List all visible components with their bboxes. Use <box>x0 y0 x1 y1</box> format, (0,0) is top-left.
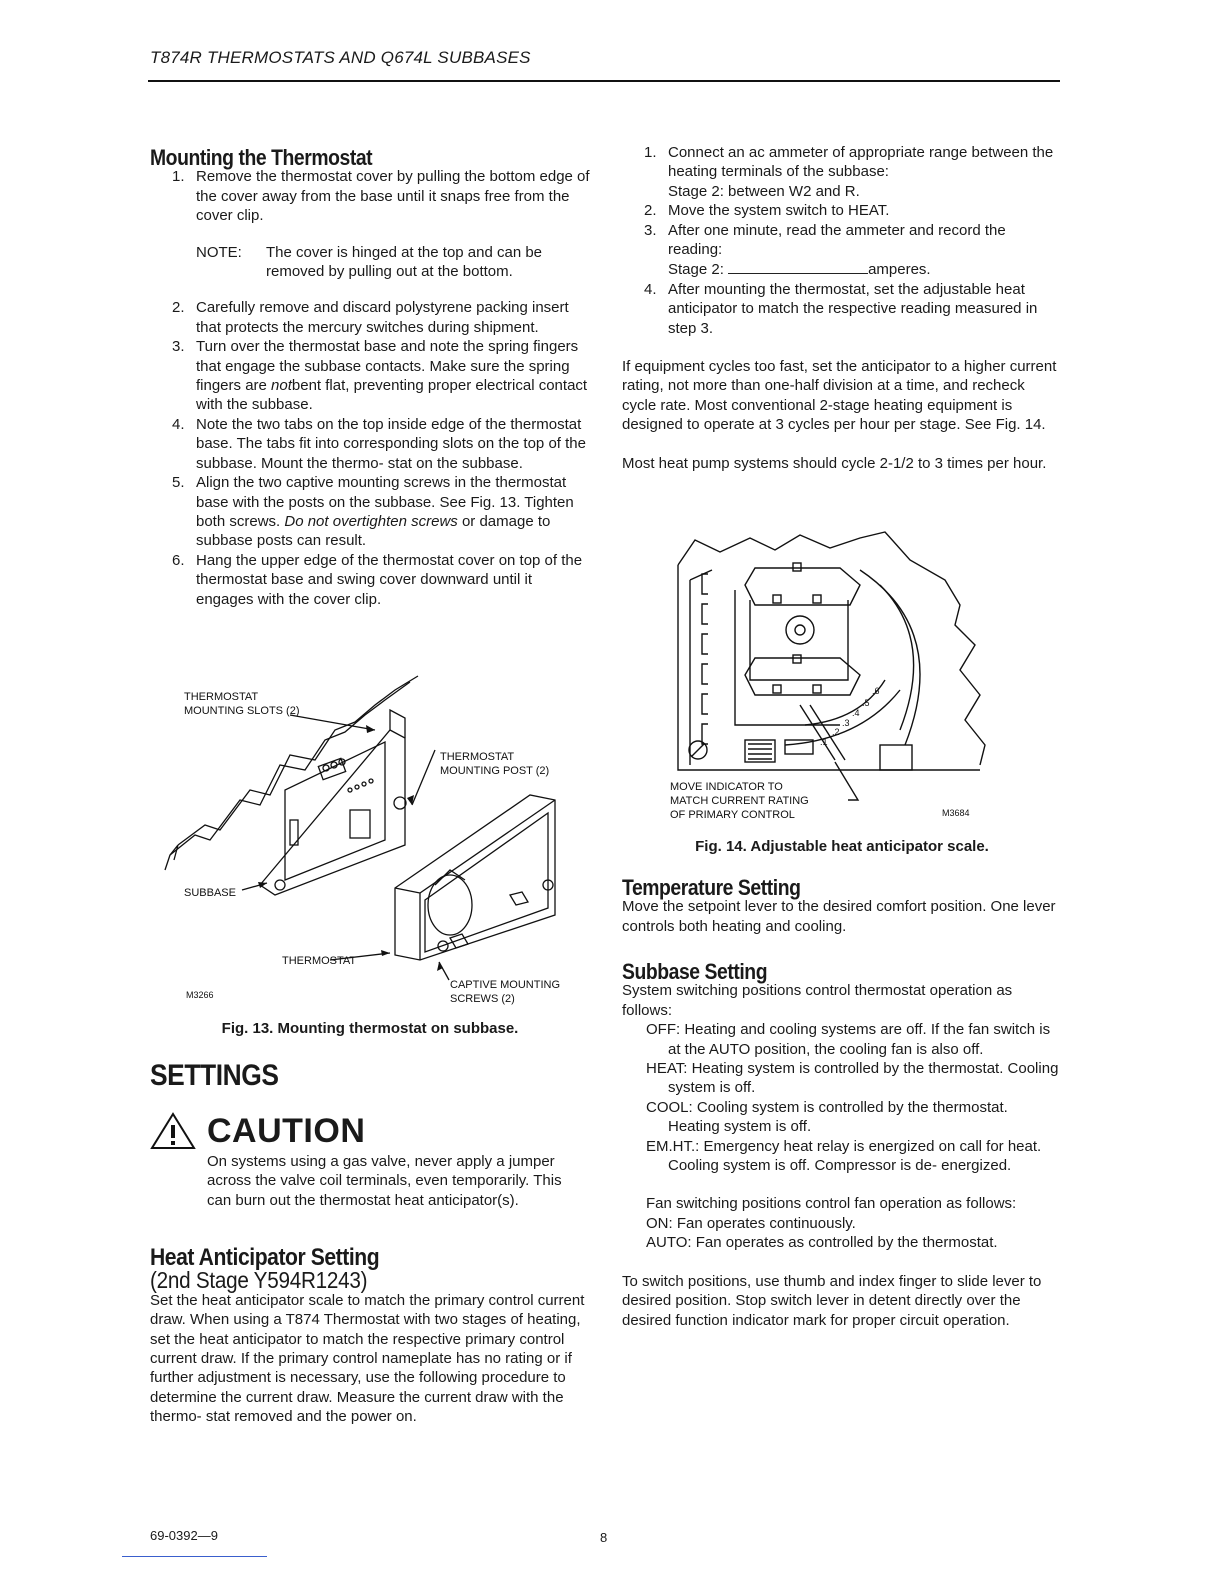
subbase-heat: HEAT: Heating system is controlled by the thermostat. Cooling system is off. <box>646 1060 1059 1097</box>
mounting-note <box>150 243 590 282</box>
mounting-step-1: 1. Remove the thermostat cover by pulling the bottom edge of the cover away from the base until it snaps free from the cover clip. <box>172 168 590 225</box>
svg-text:.6: .6 <box>872 686 880 696</box>
fan-on: ON: Fan operates continuously. <box>646 1214 856 1232</box>
fig13-label-captive-1: CAPTIVE MOUNTING <box>450 979 561 991</box>
mounting-step-3: 3. Turn over the thermostat base and note the spring fingers that engage the subbase contacts. Make sure the spring fingers are notbent flat, preventing proper electrical contact with the subbase. <box>172 338 588 414</box>
fig13-illustration <box>150 670 590 1020</box>
mounting-steps <box>150 167 590 225</box>
mounting-step-2: 2. Carefully remove and discard polystyrene packing insert that protects the mercury switches during shipment. <box>172 299 569 336</box>
fig13-label-captive-2: SCREWS (2) <box>450 993 515 1005</box>
temperature-body: Move the setpoint lever to the desired comfort position. One lever controls both heating and cooling. <box>622 898 1056 935</box>
subbase-emht: EM.HT.: Emergency heat relay is energized on call for heat. Cooling system is off. Compressor is de- energized. <box>646 1137 1042 1175</box>
procedure-step-3: 3. After one minute, read the ammeter and record the reading: Stage 2: amperes. <box>644 221 1006 279</box>
emphasis-overtighten: Do not overtighten screws <box>284 512 458 530</box>
fan-auto: AUTO: Fan operates as controlled by the thermostat. <box>646 1234 998 1252</box>
temperature-heading: Temperature Setting <box>622 875 801 900</box>
note-key: NOTE: <box>196 243 242 261</box>
subbase-cool: COOL: Cooling system is controlled by the thermostat. Heating system is off. <box>646 1098 1008 1136</box>
emphasis-not: not <box>271 377 292 395</box>
fig14-label-3: OF PRIMARY CONTROL <box>670 809 795 820</box>
mounting-step-5: 5. Align the two captive mounting screws in the thermostat base with the posts on the subbase. See Fig. 13. Tighten both screws. Do not overtighten screws or damage to subbase posts can result. <box>172 474 574 550</box>
fan-intro: Fan switching positions control fan operation as follows: <box>646 1195 1017 1213</box>
figure-13 <box>150 670 590 1020</box>
fig13-caption: Fig. 13. Mounting thermostat on subbase. <box>221 1020 519 1037</box>
reading-blank <box>728 259 868 274</box>
fig14-code: M3684 <box>942 808 970 818</box>
caution-icon <box>150 1112 196 1155</box>
fig13-label-subbase: SUBBASE <box>184 887 236 899</box>
heat-pump-paragraph: Most heat pump systems should cycle 2-1/2 to 3 times per hour. <box>622 454 1047 472</box>
mounting-heading: Mounting the Thermostat <box>150 145 373 170</box>
procedure-step-4: 4. After mounting the thermostat, set the adjustable heat anticipator to match the respective reading measured in step 3. <box>644 280 1038 337</box>
mounting-steps-cont <box>150 298 590 609</box>
svg-text:.4: .4 <box>852 708 860 718</box>
heat-anticipator-subheading: (2nd Stage Y594R1243) <box>150 1267 368 1294</box>
procedure-section <box>622 143 1062 473</box>
subbase-heading: Subbase Setting <box>622 959 768 984</box>
fig13-label-post-2: MOUNTING POST (2) <box>440 765 550 777</box>
fig14-label-1: MOVE INDICATOR TO <box>670 781 783 793</box>
subbase-section <box>622 959 1062 1330</box>
fig13-label-slots-2: MOUNTING SLOTS (2) <box>184 705 300 717</box>
svg-text:.1: .1 <box>820 737 828 747</box>
heat-anticipator-body: Set the heat anticipator scale to match the primary control current draw. When using a T874 Thermostat with two stages of heating, set the heat anticipator to match the respective primary control current draw. If the primary control nameplate has no rating or if further adjustment is necessary, use the following procedure to determine the current draw. Measure the current draw with the thermo- stat removed and the power on. <box>150 1291 585 1426</box>
temperature-section <box>622 875 1062 936</box>
mounting-step-6: 6. Hang the upper edge of the thermostat cover on top of the thermostat base and swing cover downward until it engages with the cover clip. <box>172 551 583 608</box>
mounting-step-4: 4. Note the two tabs on the top inside edge of the thermostat base. The tabs fit into corresponding slots on the top of the subbase. Mount the thermo- stat on the subbase. <box>172 415 586 472</box>
fig13-label-post-1: THERMOSTAT <box>440 751 515 763</box>
running-header: T874R THERMOSTATS AND Q674L SUBBASES <box>150 48 531 67</box>
fig13-label-thermostat: THERMOSTAT <box>282 955 357 967</box>
header-rule <box>148 80 1060 82</box>
doc-number: 69-0392—9 <box>150 1528 218 1543</box>
heat-anticipator-section <box>150 1244 590 1427</box>
settings-heading: SETTINGS <box>150 1059 279 1092</box>
fig14-label-2: MATCH CURRENT RATING <box>670 795 809 807</box>
footer-link-underline <box>122 1556 267 1557</box>
procedure-step-1: 1. Connect an ac ammeter of appropriate range between the heating terminals of the subbase: Stage 2: between W2 and R. <box>644 144 1054 200</box>
fig14-caption: Fig. 14. Adjustable heat anticipator scale. <box>695 838 989 855</box>
fig13-label-slots-1: THERMOSTAT <box>184 691 259 703</box>
subbase-intro: System switching positions control thermostat operation as follows: <box>622 982 1013 1019</box>
fig13-code: M3266 <box>186 990 214 1000</box>
cycle-paragraph: If equipment cycles too fast, set the anticipator to a higher current rating, not more than one-half division at a time, and recheck cycle rate. Most conventional 2-stage heating equipment is designed to operate at 3 cycles per hour per stage. See Fig. 14. <box>622 358 1057 434</box>
procedure-step-2: 2. Move the system switch to HEAT. <box>644 202 890 220</box>
svg-text:.3: .3 <box>842 718 850 728</box>
caution-text: On systems using a gas valve, never apply a jumper across the valve coil terminals, even temporarily. This can burn out the thermostat heat anticipator(s). <box>207 1153 562 1209</box>
procedure-step-1-stage: Stage 2: between W2 and R. <box>668 182 860 200</box>
page-number: 8 <box>600 1530 608 1545</box>
procedure-steps <box>622 143 1062 338</box>
switch-positions-text: To switch positions, use thumb and index finger to slide lever to desired position. Stop switch lever in detent directly over the desired function indicator mark for proper circuit operation. <box>622 1272 1042 1329</box>
note-text: The cover is hinged at the top and can be removed by pulling out at the bottom. <box>266 243 543 281</box>
fig14-illustration <box>660 530 1000 820</box>
caution-title: CAUTION <box>207 1112 366 1150</box>
subbase-off: OFF: Heating and cooling systems are off. If the fan switch is at the AUTO position, the cooling fan is also off. <box>646 1021 1051 1058</box>
svg-text:.2: .2 <box>832 727 840 737</box>
svg-text:.5: .5 <box>862 698 870 708</box>
figure-14 <box>660 530 1000 820</box>
mounting-section <box>150 145 590 609</box>
heat-anticipator-heading: Heat Anticipator Setting <box>150 1244 380 1271</box>
